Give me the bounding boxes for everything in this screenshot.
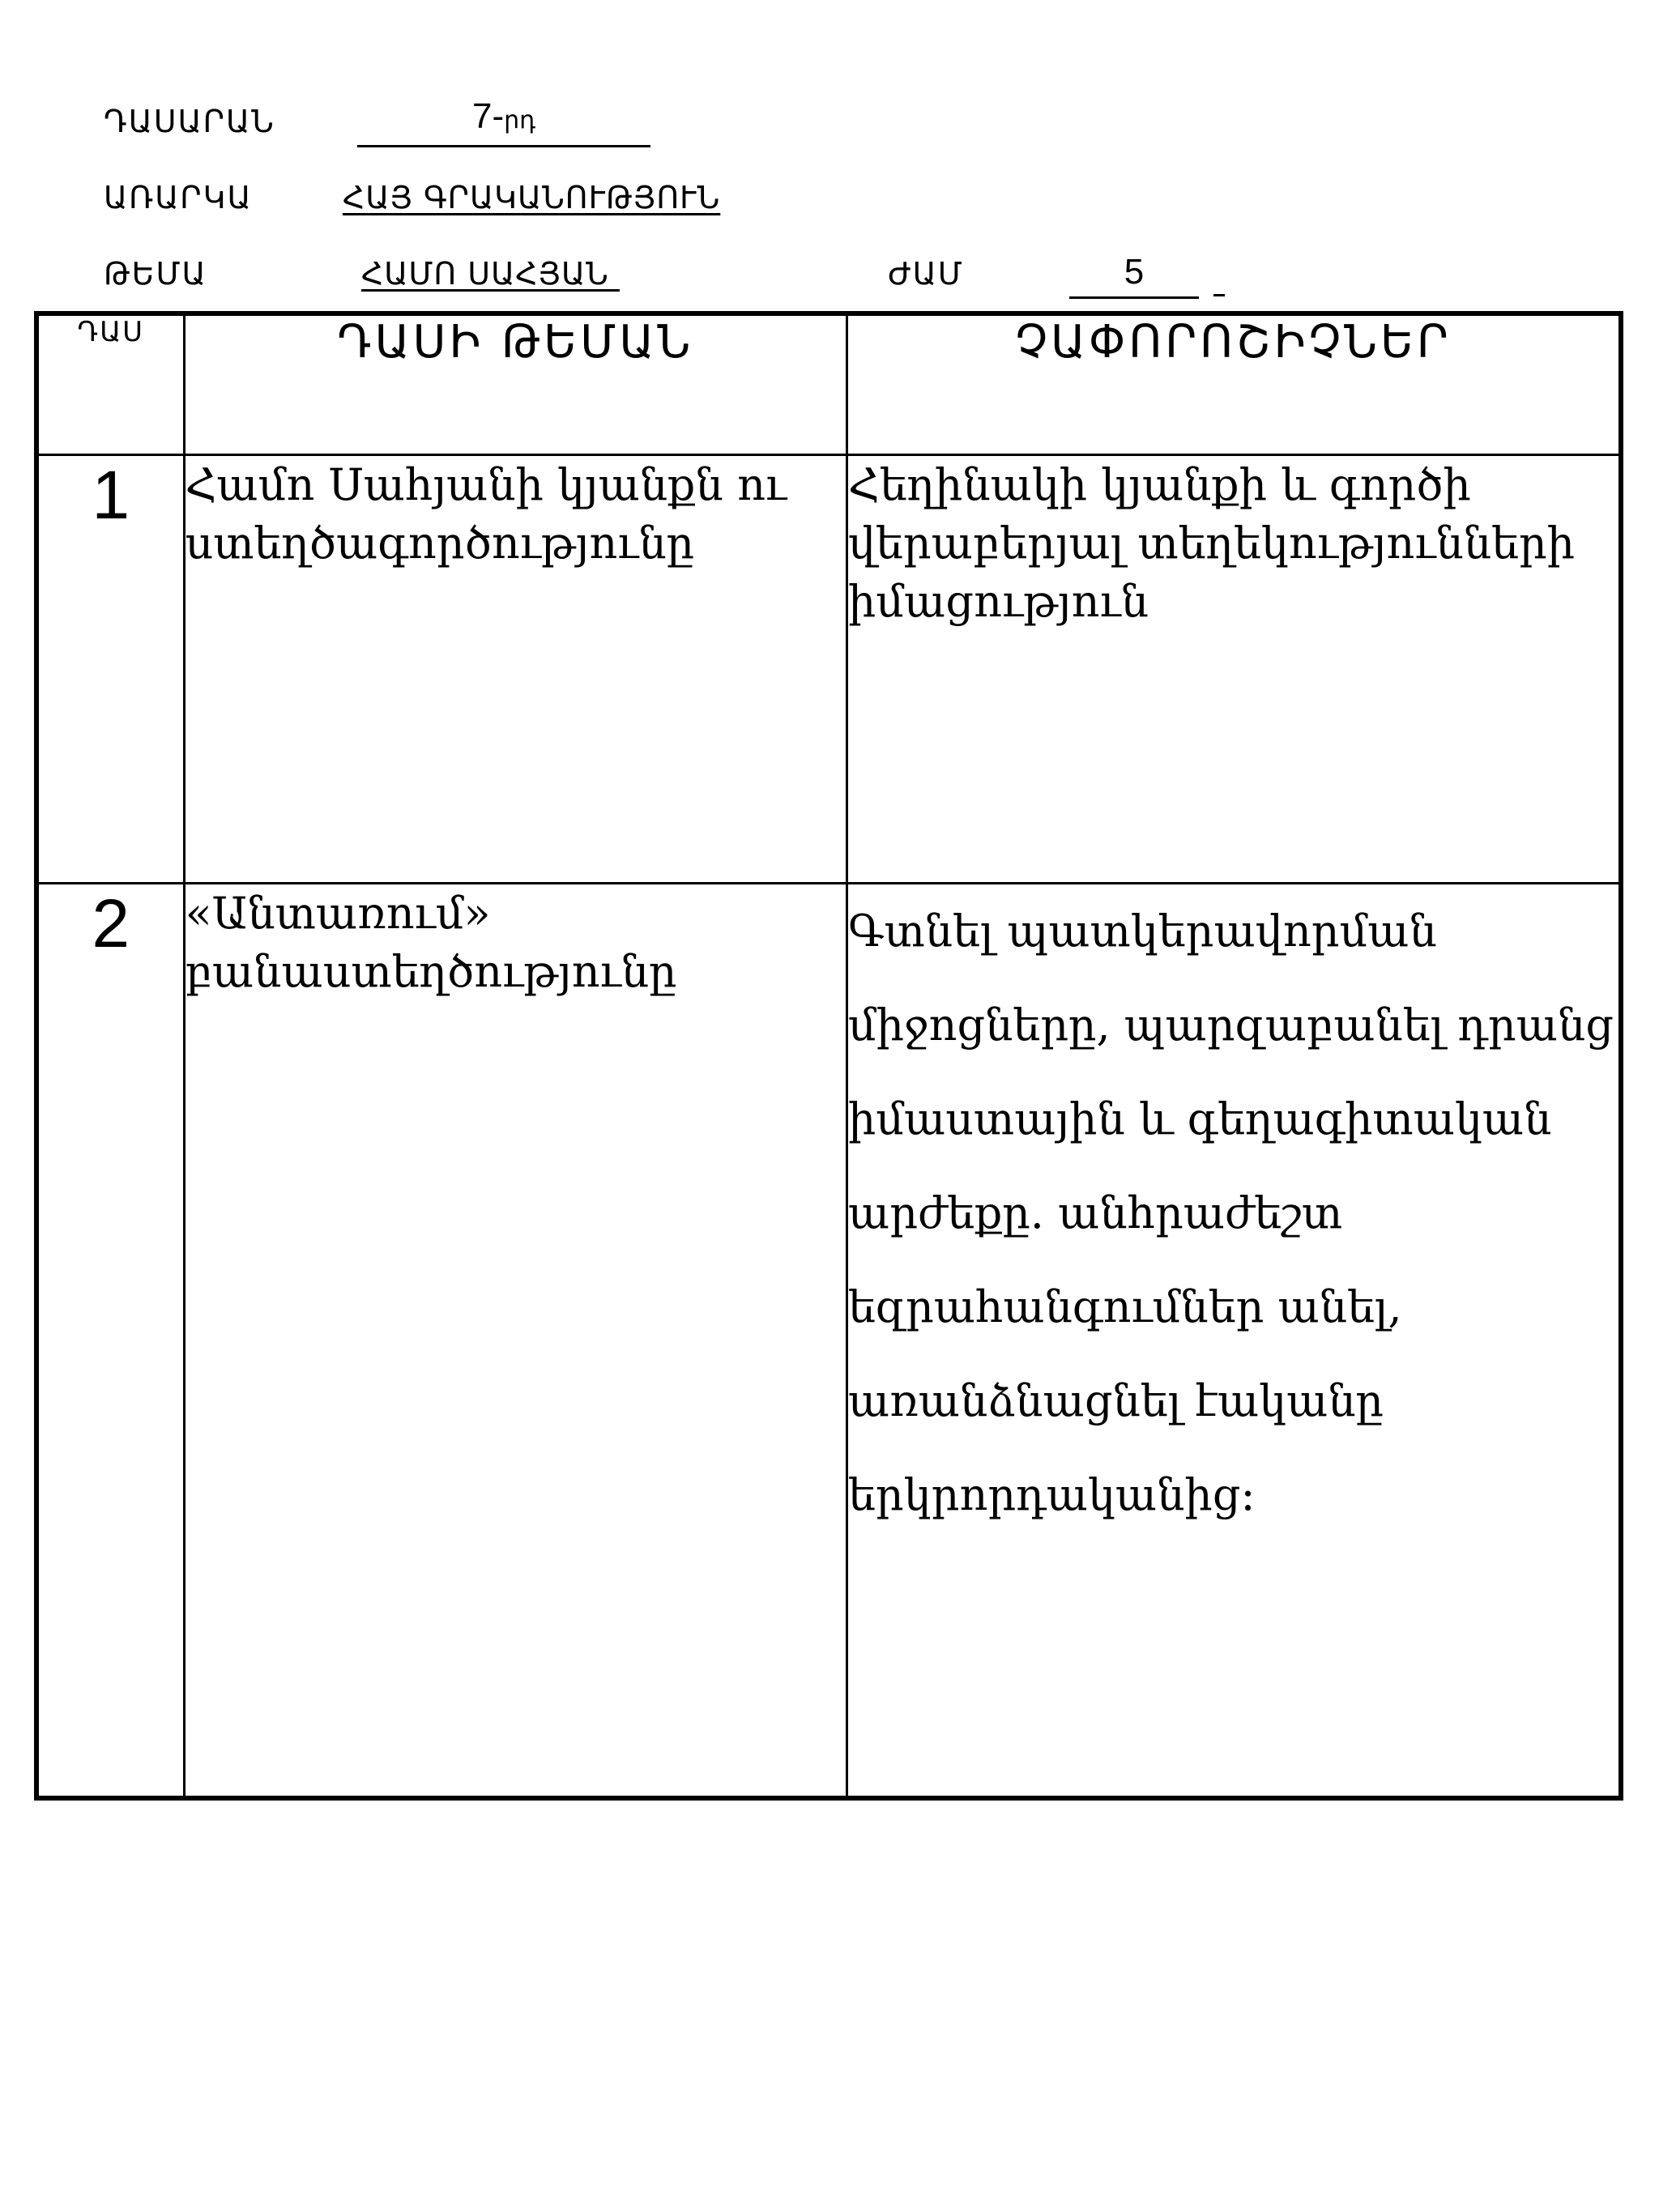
class-value-suffix: րդ (504, 106, 536, 134)
header-criteria: ՉԱՓՈՐՈՇԻՉՆԵՐ (847, 313, 1621, 455)
topic-label: ԹԵՄԱ (104, 256, 207, 292)
topic-value: ՀԱՄՈ ՍԱՀՅԱՆ (361, 256, 620, 292)
lesson-topic: «Անտառում» բանաստեղծությունը (184, 884, 847, 1799)
table-row (36, 884, 1621, 1799)
header-lesson: ԴԱՍ (36, 313, 184, 455)
hours-value (1069, 248, 1199, 299)
hours-label: ԺԱՄ (888, 256, 964, 292)
table-row (36, 455, 1621, 884)
lesson-criteria: Հեղինակի կյանքի և գործի վերաբերյալ տեղեկությունների իմացություն (847, 455, 1621, 884)
header-topic: ԴԱՍԻ ԹԵՄԱՆ (184, 313, 847, 455)
subject-value: ՀԱՅ ԳՐԱԿԱՆՈՒԹՅՈՒՆ (343, 180, 721, 215)
lesson-number: 2 (36, 884, 184, 1799)
lesson-plan-table (34, 311, 1623, 1801)
lesson-criteria: Գտնել պատկերավորման միջոցները, պարզաբանել դրանց իմաստային և գեղագիտական արժեքը. անհրաժեշտ եզրահանգումներ անել, առանձնացնել էականը երկրորդականից: (847, 884, 1621, 1799)
class-row (104, 96, 1643, 160)
hours-number: 5 (1124, 252, 1145, 292)
subject-row (104, 180, 1643, 237)
topic-row (104, 252, 1643, 313)
lesson-topic: Համո Սահյանի կյանքն ու ստեղծագործությունը (184, 455, 847, 884)
subject-label: ԱՌԱՐԿԱ (104, 180, 253, 215)
hours-tail-underline (1213, 294, 1225, 296)
table-header-row (36, 313, 1621, 455)
class-label: ԴԱՍԱՐԱՆ (104, 104, 275, 139)
class-value (357, 92, 650, 147)
lesson-number: 1 (36, 455, 184, 884)
class-value-number: 7- (471, 96, 505, 136)
